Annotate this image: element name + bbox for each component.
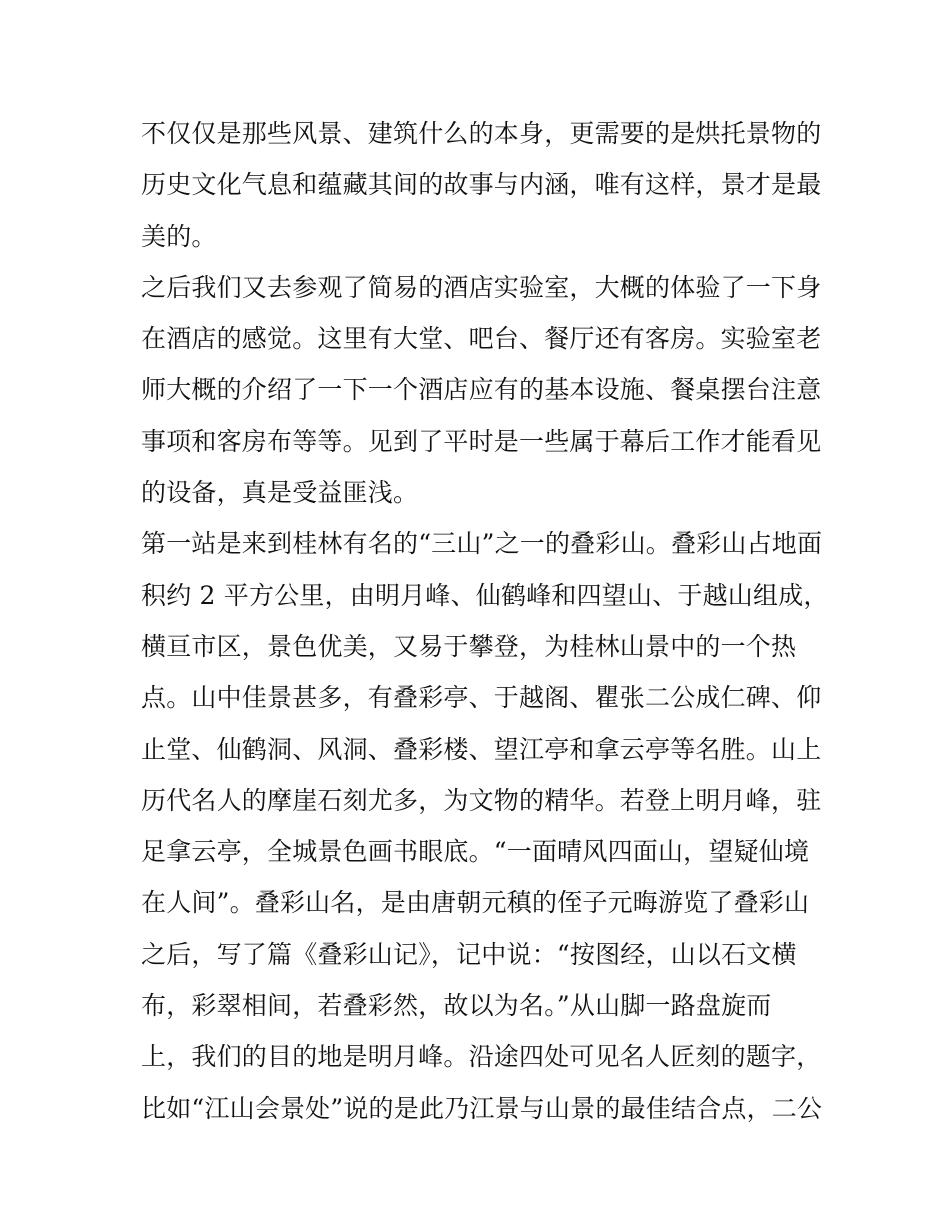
text-line: 在酒店的感觉。这里有大堂、吧台、餐厅还有客房。实验室老 [141,324,822,354]
text-line: 足拿云亭，全城景色画书眼底。“一面晴风四面山，望疑仙境 [141,837,810,867]
text-line: 师大概的介绍了一下一个酒店应有的基本设施、餐桌摆台注意 [141,375,822,405]
text-line: 美的。 [141,221,217,251]
text-line: 在人间”。叠彩山名，是由唐朝元稹的侄子元晦游览了叠彩山 [141,888,810,918]
text-line: 布，彩翠相间，若叠彩然，故以为名。”从山脚一路盘旋而 [141,991,772,1021]
text-line: 第一站是来到桂林有名的“三山”之一的叠彩山。叠彩山占地面 [141,529,823,559]
text-line: 之后，写了篇《叠彩山记》，记中说：“按图经，山以石文横 [141,939,797,969]
text-line: 点。山中佳景甚多，有叠彩亭、于越阁、瞿张二公成仁碑、仰 [141,683,822,713]
text-line: 横亘市区，景色优美，又易于攀登，为桂林山景中的一个热 [141,631,797,661]
text-line: 积约 2 平方公里，由明月峰、仙鹤峰和四望山、于越山组成， [141,580,829,610]
text-line: 不仅仅是那些风景、建筑什么的本身，更需要的是烘托景物的 [141,119,822,148]
text-line: 事项和客房布等等。见到了平时是一些属于幕后工作才能看见 [141,426,822,456]
text-line: 之后我们又去参观了简易的酒店实验室，大概的体验了一下身 [141,272,822,302]
text-line: 止堂、仙鹤洞、风洞、叠彩楼、望江亭和拿云亭等名胜。山上 [141,734,822,764]
text-line: 比如“江山会景处”说的是此乃江景与山景的最佳结合点，二公 [141,1093,823,1123]
text-line: 历代名人的摩崖石刻尤多，为文物的精华。若登上明月峰，驻 [141,785,822,815]
text-line: 历史文化气息和蕴藏其间的故事与内涵，唯有这样，景才是最 [141,170,822,200]
text-line: 的设备，真是受益匪浅。 [141,478,419,508]
text-line: 上，我们的目的地是明月峰。沿途四处可见名人匠刻的题字， [141,1042,822,1072]
body-text [141,108,829,1134]
